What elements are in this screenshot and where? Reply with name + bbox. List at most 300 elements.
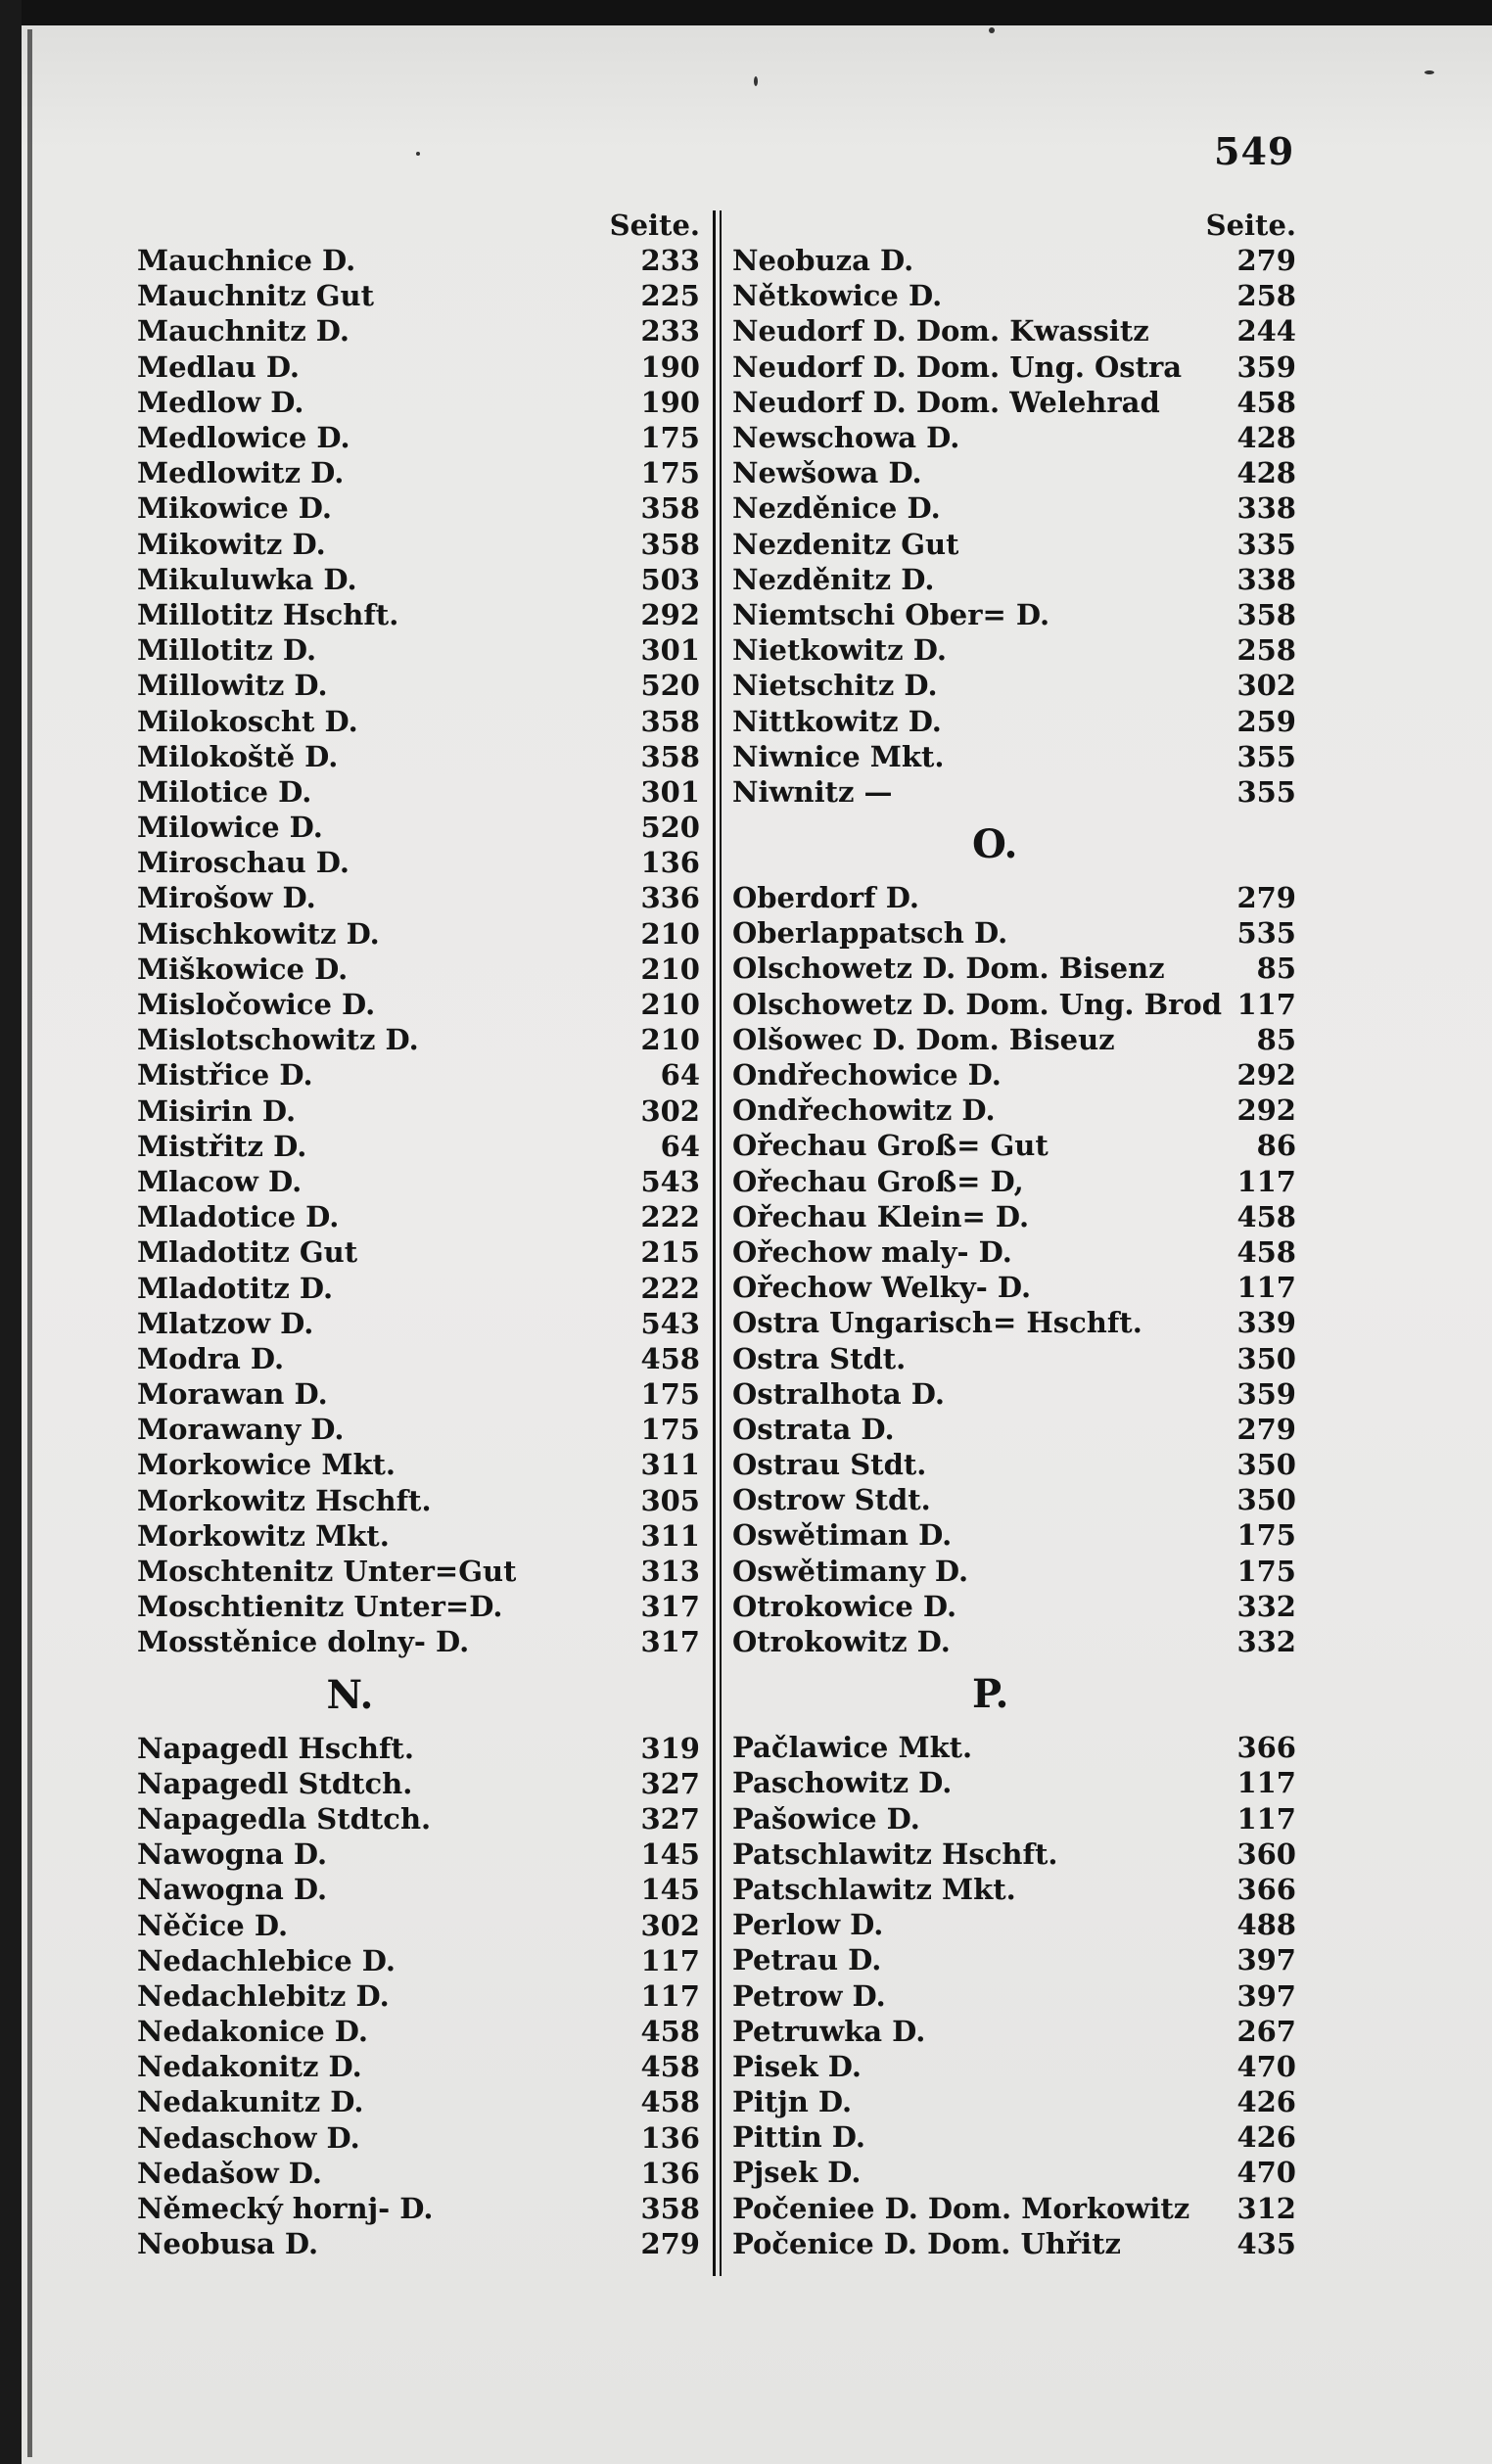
right-index-entry — [732, 739, 1296, 774]
entry-page: 535 — [1236, 916, 1296, 951]
right-index-entry — [732, 1872, 1296, 1907]
entry-name: Neudorf D. Dom. Ung. Ostra — [732, 349, 1183, 384]
right-index-entry — [732, 349, 1296, 385]
entry-name: Patschlawitz Mkt. — [732, 1872, 1016, 1906]
left-index-entry — [137, 1199, 700, 1234]
right-column-header: Seite. — [1205, 209, 1296, 242]
left-index-entry — [137, 243, 700, 278]
entry-name: Moschtienitz Unter=D. — [137, 1590, 503, 1624]
entry-name: Ořechau Klein= D. — [732, 1199, 1030, 1233]
entry-name: Petrau D. — [732, 1943, 882, 1977]
left-index-entry — [137, 527, 700, 562]
entry-name: Pittin D. — [732, 2120, 866, 2155]
entry-name: Newšowa D. — [732, 456, 922, 490]
left-index-entry — [137, 1447, 700, 1482]
scan-speck — [1424, 70, 1434, 74]
right-index-entry — [732, 385, 1296, 420]
entry-page: 301 — [640, 633, 700, 668]
entry-name: Nietschitz D. — [732, 669, 938, 703]
entry-page: 210 — [640, 988, 700, 1022]
entry-name: Nedakonitz D. — [137, 2050, 362, 2084]
right-index-entry — [732, 597, 1296, 632]
entry-name: Mlacow D. — [137, 1164, 303, 1198]
right-index-entry — [732, 2226, 1296, 2261]
scan-speck — [989, 27, 995, 33]
left-index-entry — [137, 1907, 700, 1942]
entry-name: Neudorf D. Dom. Welehrad — [732, 385, 1160, 419]
entry-page: 358 — [640, 739, 700, 773]
entry-page: 233 — [640, 314, 700, 349]
entry-name: Oswětimany D. — [732, 1554, 969, 1588]
left-index-entry — [137, 1234, 700, 1270]
entry-name: Oberdorf D. — [732, 881, 919, 915]
left-index-entry — [137, 845, 700, 880]
entry-name: Ostrow Stdt. — [732, 1483, 931, 1517]
right-index-entry — [732, 1057, 1296, 1093]
entry-name: Mauchnitz Gut — [137, 279, 375, 313]
entry-page: 258 — [1236, 279, 1296, 313]
entry-page: 335 — [1236, 527, 1296, 561]
entry-name: Nedachlebice D. — [137, 1943, 396, 1977]
column-divider-inner — [720, 210, 722, 2276]
entry-page: 458 — [640, 2050, 700, 2084]
entry-page: 358 — [640, 704, 700, 738]
entry-name: Mauchnice D. — [137, 244, 356, 278]
right-index-entry — [732, 1093, 1296, 1128]
entry-page: 210 — [640, 1023, 700, 1057]
entry-name: Pačlawice Mkt. — [732, 1731, 973, 1765]
right-section-letter: O. — [972, 821, 1018, 867]
entry-page: 117 — [1236, 1271, 1296, 1305]
entry-page: 543 — [640, 1306, 700, 1340]
entry-name: Patschlawitz Hschft. — [732, 1836, 1058, 1871]
entry-page: 117 — [640, 1978, 700, 2013]
left-index-entry — [137, 562, 700, 597]
entry-name: Otrokowitz D. — [732, 1625, 951, 1659]
left-index-entry — [137, 810, 700, 845]
left-index-entry — [137, 987, 700, 1022]
scan-edge-left — [0, 0, 22, 2464]
left-index-entry — [137, 313, 700, 349]
entry-page: 279 — [1236, 881, 1296, 915]
entry-page: 470 — [1236, 2156, 1296, 2190]
left-index-entry — [137, 1801, 700, 1836]
left-index-entry — [137, 455, 700, 490]
entry-name: Nezděnitz D. — [732, 562, 935, 596]
right-index-entry — [732, 1624, 1296, 1659]
entry-name: Nittkowitz D. — [732, 704, 942, 738]
right-index-entry — [732, 1517, 1296, 1553]
left-index-entry — [137, 1731, 700, 1766]
entry-name: Mirošow D. — [137, 881, 316, 915]
entry-page: 258 — [1236, 633, 1296, 668]
entry-name: Pisek D. — [732, 2049, 863, 2083]
entry-page: 136 — [640, 2156, 700, 2190]
entry-name: Nedaschow D. — [137, 2120, 360, 2155]
entry-page: 175 — [640, 421, 700, 455]
right-index-entry — [732, 1482, 1296, 1517]
right-index-entry — [732, 2049, 1296, 2084]
entry-page: 458 — [1236, 385, 1296, 419]
right-index-entry — [732, 420, 1296, 455]
entry-page: 359 — [1236, 349, 1296, 384]
left-index-entry — [137, 880, 700, 915]
entry-page: 366 — [1236, 1731, 1296, 1765]
left-index-entry — [137, 1306, 700, 1341]
right-index-entry — [732, 1128, 1296, 1163]
entry-page: 426 — [1236, 2085, 1296, 2119]
left-index-entry — [137, 2226, 700, 2261]
right-index-entry — [732, 1199, 1296, 1234]
entry-page: 317 — [640, 1590, 700, 1624]
left-index-entry — [137, 1836, 700, 1872]
page-number: 549 — [1214, 129, 1295, 173]
entry-page: 190 — [640, 349, 700, 384]
right-index-entry — [732, 2119, 1296, 2155]
left-index-entry — [137, 1589, 700, 1624]
entry-page: 225 — [640, 279, 700, 313]
entry-page: 338 — [1236, 562, 1296, 596]
entry-name: Miškowice D. — [137, 952, 349, 986]
right-section-letter: P. — [972, 1671, 1009, 1718]
entry-name: Ostrau Stdt. — [732, 1448, 927, 1482]
entry-name: Medlow D. — [137, 385, 304, 419]
right-index-entry — [732, 951, 1296, 986]
left-index-entry — [137, 2084, 700, 2119]
entry-name: Milokoscht D. — [137, 704, 358, 738]
right-index-entry — [732, 1977, 1296, 2013]
entry-name: Olschowetz D. Dom. Ung. Brod — [732, 987, 1222, 1021]
right-index-entry — [732, 1376, 1296, 1412]
right-index-entry — [732, 987, 1296, 1022]
entry-page: 458 — [640, 2085, 700, 2119]
entry-page: 359 — [1236, 1376, 1296, 1411]
right-index-entry — [732, 1022, 1296, 1057]
entry-name: Německý hornj- D. — [137, 2192, 434, 2226]
entry-page: 64 — [660, 1058, 700, 1093]
entry-page: 136 — [640, 2120, 700, 2155]
entry-name: Neobuza D. — [732, 244, 914, 278]
left-index-entry — [137, 1624, 700, 1659]
entry-name: Nedakonice D. — [137, 2015, 368, 2049]
entry-page: 358 — [1236, 597, 1296, 631]
entry-name: Oswětiman D. — [732, 1518, 953, 1553]
entry-name: Niemtschi Ober= D. — [732, 597, 1050, 631]
entry-name: Miroschau D. — [137, 846, 350, 880]
left-index-entry — [137, 1483, 700, 1518]
entry-name: Medlowitz D. — [137, 456, 345, 490]
right-index-entry — [732, 1164, 1296, 1199]
entry-name: Nedakunitz D. — [137, 2085, 364, 2119]
entry-name: Nawogna D. — [137, 1873, 328, 1907]
entry-page: 117 — [1236, 1164, 1296, 1198]
entry-name: Nawogna D. — [137, 1837, 328, 1872]
entry-page: 117 — [1236, 1766, 1296, 1800]
entry-name: Milotice D. — [137, 774, 312, 809]
left-index-entry — [137, 1518, 700, 1554]
left-index-entry — [137, 774, 700, 810]
entry-page: 358 — [640, 527, 700, 561]
right-index-entry — [732, 1765, 1296, 1800]
entry-page: 210 — [640, 916, 700, 951]
left-index-entry — [137, 1341, 700, 1376]
entry-page: 397 — [1236, 1978, 1296, 2013]
entry-page: 145 — [640, 1873, 700, 1907]
entry-page: 339 — [1236, 1306, 1296, 1340]
right-index-entry — [732, 632, 1296, 668]
column-divider — [713, 210, 716, 2276]
left-index-entry — [137, 2156, 700, 2191]
entry-name: Počenice D. Dom. Uhřitz — [732, 2226, 1121, 2260]
entry-name: Počeniee D. Dom. Morkowitz — [732, 2191, 1190, 2225]
left-index-entry — [137, 916, 700, 952]
left-index-entry — [137, 385, 700, 420]
entry-page: 210 — [640, 952, 700, 986]
entry-page: 267 — [1236, 2014, 1296, 2048]
entry-name: Perlow D. — [732, 1908, 884, 1942]
entry-name: Morawany D. — [137, 1413, 345, 1447]
right-index-entry — [732, 2084, 1296, 2119]
entry-name: Ořechow maly- D. — [732, 1234, 1012, 1269]
left-section-letter: N. — [326, 1671, 374, 1718]
entry-name: Mauchnitz D. — [137, 314, 350, 349]
entry-page: 117 — [1236, 987, 1296, 1021]
right-index-entry — [732, 703, 1296, 738]
entry-page: 366 — [1236, 1872, 1296, 1906]
entry-name: Pašowice D. — [732, 1801, 920, 1836]
entry-page: 301 — [640, 774, 700, 809]
entry-name: Neobusa D. — [137, 2227, 319, 2261]
left-index-entry — [137, 1978, 700, 2014]
entry-name: Ostra Stdt. — [732, 1341, 907, 1375]
entry-name: Olschowetz D. Dom. Bisenz — [732, 952, 1165, 986]
right-index-entry — [732, 1234, 1296, 1270]
entry-page: 86 — [1256, 1129, 1296, 1163]
entry-name: Ondřechowitz D. — [732, 1093, 996, 1128]
right-index-entry — [732, 527, 1296, 562]
binding-shadow — [27, 29, 32, 2457]
left-index-entry — [137, 2014, 700, 2049]
right-index-entry — [732, 1447, 1296, 1482]
right-index-entry — [732, 1305, 1296, 1340]
entry-page: 175 — [640, 1377, 700, 1412]
entry-name: Ořechow Welky- D. — [732, 1271, 1032, 1305]
entry-page: 292 — [1236, 1058, 1296, 1093]
left-index-entry — [137, 1766, 700, 1801]
entry-page: 332 — [1236, 1589, 1296, 1623]
right-index-entry — [732, 1270, 1296, 1305]
right-index-entry — [732, 2014, 1296, 2049]
left-index-entry — [137, 2191, 700, 2226]
right-index-entry — [732, 243, 1296, 278]
right-index-entry — [732, 880, 1296, 915]
left-index-entry — [137, 1129, 700, 1164]
entry-page: 117 — [640, 1943, 700, 1977]
left-index-entry — [137, 278, 700, 313]
left-index-entry — [137, 2120, 700, 2156]
left-index-entry — [137, 490, 700, 526]
entry-name: Pjsek D. — [732, 2156, 862, 2190]
left-index-entry — [137, 1022, 700, 1057]
entry-name: Napagedla Stdtch. — [137, 1801, 432, 1836]
right-index-entry — [732, 1554, 1296, 1589]
left-index-entry — [137, 1554, 700, 1589]
right-index-entry — [732, 1340, 1296, 1375]
entry-page: 85 — [1256, 1022, 1296, 1056]
entry-page: 319 — [640, 1731, 700, 1765]
entry-name: Millowitz D. — [137, 669, 328, 703]
left-index-entry — [137, 1164, 700, 1199]
entry-page: 311 — [640, 1448, 700, 1482]
entry-name: Mischkowitz D. — [137, 916, 380, 951]
entry-page: 470 — [1236, 2049, 1296, 2083]
entry-page: 332 — [1236, 1625, 1296, 1659]
right-column — [732, 208, 1296, 2261]
scan-speck — [754, 76, 758, 86]
entry-name: Mladotitz Gut — [137, 1235, 358, 1270]
right-index-entry — [732, 2191, 1296, 2226]
entry-page: 175 — [1236, 1518, 1296, 1553]
right-index-entry — [732, 2155, 1296, 2190]
right-index-entry — [732, 915, 1296, 951]
entry-name: Niwnitz — — [732, 774, 893, 809]
entry-page: 543 — [640, 1164, 700, 1198]
entry-page: 338 — [1236, 491, 1296, 526]
entry-page: 520 — [640, 669, 700, 703]
entry-name: Ořechau Groß= Gut — [732, 1129, 1049, 1163]
right-index-entry — [732, 313, 1296, 349]
entry-name: Ořechau Groß= D, — [732, 1164, 1024, 1198]
entry-page: 350 — [1236, 1483, 1296, 1517]
entry-page: 175 — [640, 456, 700, 490]
right-index-entry — [732, 278, 1296, 313]
left-index-entry — [137, 703, 700, 738]
entry-name: Misločowice D. — [137, 988, 376, 1022]
entry-name: Olšowec D. Dom. Biseuz — [732, 1022, 1115, 1056]
right-index-entry — [732, 1942, 1296, 1977]
entry-page: 503 — [640, 562, 700, 596]
entry-name: Neudorf D. Dom. Kwassitz — [732, 314, 1149, 349]
entry-name: Mikowitz D. — [137, 527, 326, 561]
entry-page: 355 — [1236, 739, 1296, 773]
entry-name: Millotitz D. — [137, 633, 317, 668]
entry-name: Nezdenitz Gut — [732, 527, 959, 561]
entry-name: Morawan D. — [137, 1377, 328, 1412]
entry-page: 336 — [640, 881, 700, 915]
entry-page: 350 — [1236, 1448, 1296, 1482]
left-index-entry — [137, 632, 700, 668]
entry-name: Mistřitz D. — [137, 1129, 307, 1163]
entry-page: 428 — [1236, 456, 1296, 490]
entry-page: 117 — [1236, 1801, 1296, 1836]
entry-name: Medlau D. — [137, 349, 301, 384]
left-index-entry — [137, 1943, 700, 1978]
entry-page: 312 — [1236, 2191, 1296, 2225]
entry-page: 426 — [1236, 2120, 1296, 2155]
left-index-entry — [137, 1270, 700, 1305]
entry-name: Milowice D. — [137, 811, 323, 845]
entry-page: 302 — [640, 1908, 700, 1942]
entry-name: Ondřechowice D. — [732, 1058, 1002, 1093]
entry-page: 145 — [640, 1837, 700, 1872]
right-index-entry — [732, 1412, 1296, 1447]
entry-page: 175 — [1236, 1554, 1296, 1588]
entry-page: 302 — [640, 1093, 700, 1128]
entry-page: 136 — [640, 846, 700, 880]
right-index-entry — [732, 1589, 1296, 1624]
entry-name: Mladotice D. — [137, 1200, 340, 1234]
entry-name: Nezděnice D. — [732, 491, 941, 526]
entry-page: 175 — [640, 1413, 700, 1447]
entry-name: Mosstěnice dolny- D. — [137, 1625, 470, 1659]
entry-page: 222 — [640, 1271, 700, 1305]
entry-page: 313 — [640, 1555, 700, 1589]
scan-speck — [416, 152, 420, 156]
entry-name: Oberlappatsch D. — [732, 916, 1008, 951]
scan-edge-top — [0, 0, 1492, 25]
left-index-entry — [137, 1057, 700, 1093]
entry-name: Mistřice D. — [137, 1058, 313, 1093]
entry-page: 259 — [1236, 704, 1296, 738]
entry-name: Nietkowitz D. — [732, 633, 947, 668]
entry-name: Paschowitz D. — [732, 1766, 953, 1800]
entry-page: 458 — [640, 2015, 700, 2049]
entry-page: 292 — [1236, 1093, 1296, 1128]
entry-name: Misirin D. — [137, 1093, 297, 1128]
entry-page: 302 — [1236, 669, 1296, 703]
entry-page: 222 — [640, 1200, 700, 1234]
entry-name: Ostra Ungarisch= Hschft. — [732, 1306, 1142, 1340]
entry-page: 311 — [640, 1518, 700, 1553]
right-index-entry — [732, 1836, 1296, 1872]
entry-name: Nedašow D. — [137, 2156, 322, 2190]
entry-name: Mikowice D. — [137, 491, 332, 526]
entry-name: Napagedl Hschft. — [137, 1731, 414, 1765]
entry-page: 520 — [640, 811, 700, 845]
entry-page: 397 — [1236, 1943, 1296, 1977]
entry-page: 190 — [640, 385, 700, 419]
entry-name: Pitjn D. — [732, 2085, 853, 2119]
left-index-entry — [137, 952, 700, 987]
left-column-header: Seite. — [609, 209, 700, 242]
entry-page: 435 — [1236, 2226, 1296, 2260]
entry-name: Morkowitz Mkt. — [137, 1518, 390, 1553]
left-index-entry — [137, 1376, 700, 1412]
entry-page: 215 — [640, 1235, 700, 1270]
left-index-entry — [137, 2049, 700, 2084]
entry-page: 360 — [1236, 1836, 1296, 1871]
entry-name: Niwnice Mkt. — [732, 739, 945, 773]
left-index-entry — [137, 739, 700, 774]
right-index-entry — [732, 1730, 1296, 1765]
entry-page: 305 — [640, 1483, 700, 1517]
right-index-entry — [732, 490, 1296, 526]
entry-name: Něčice D. — [137, 1908, 289, 1942]
entry-page: 64 — [660, 1129, 700, 1163]
entry-page: 279 — [1236, 1412, 1296, 1446]
entry-page: 355 — [1236, 774, 1296, 809]
entry-name: Millotitz Hschft. — [137, 597, 399, 631]
entry-name: Napagedl Stdtch. — [137, 1766, 413, 1800]
entry-page: 292 — [640, 597, 700, 631]
entry-page: 279 — [1236, 244, 1296, 278]
entry-name: Mislotschowitz D. — [137, 1023, 419, 1057]
entry-name: Petruwka D. — [732, 2014, 926, 2048]
entry-name: Newschowa D. — [732, 421, 960, 455]
entry-name: Petrow D. — [732, 1978, 886, 2013]
entry-name: Nedachlebitz D. — [137, 1978, 390, 2013]
left-column — [137, 208, 700, 2261]
